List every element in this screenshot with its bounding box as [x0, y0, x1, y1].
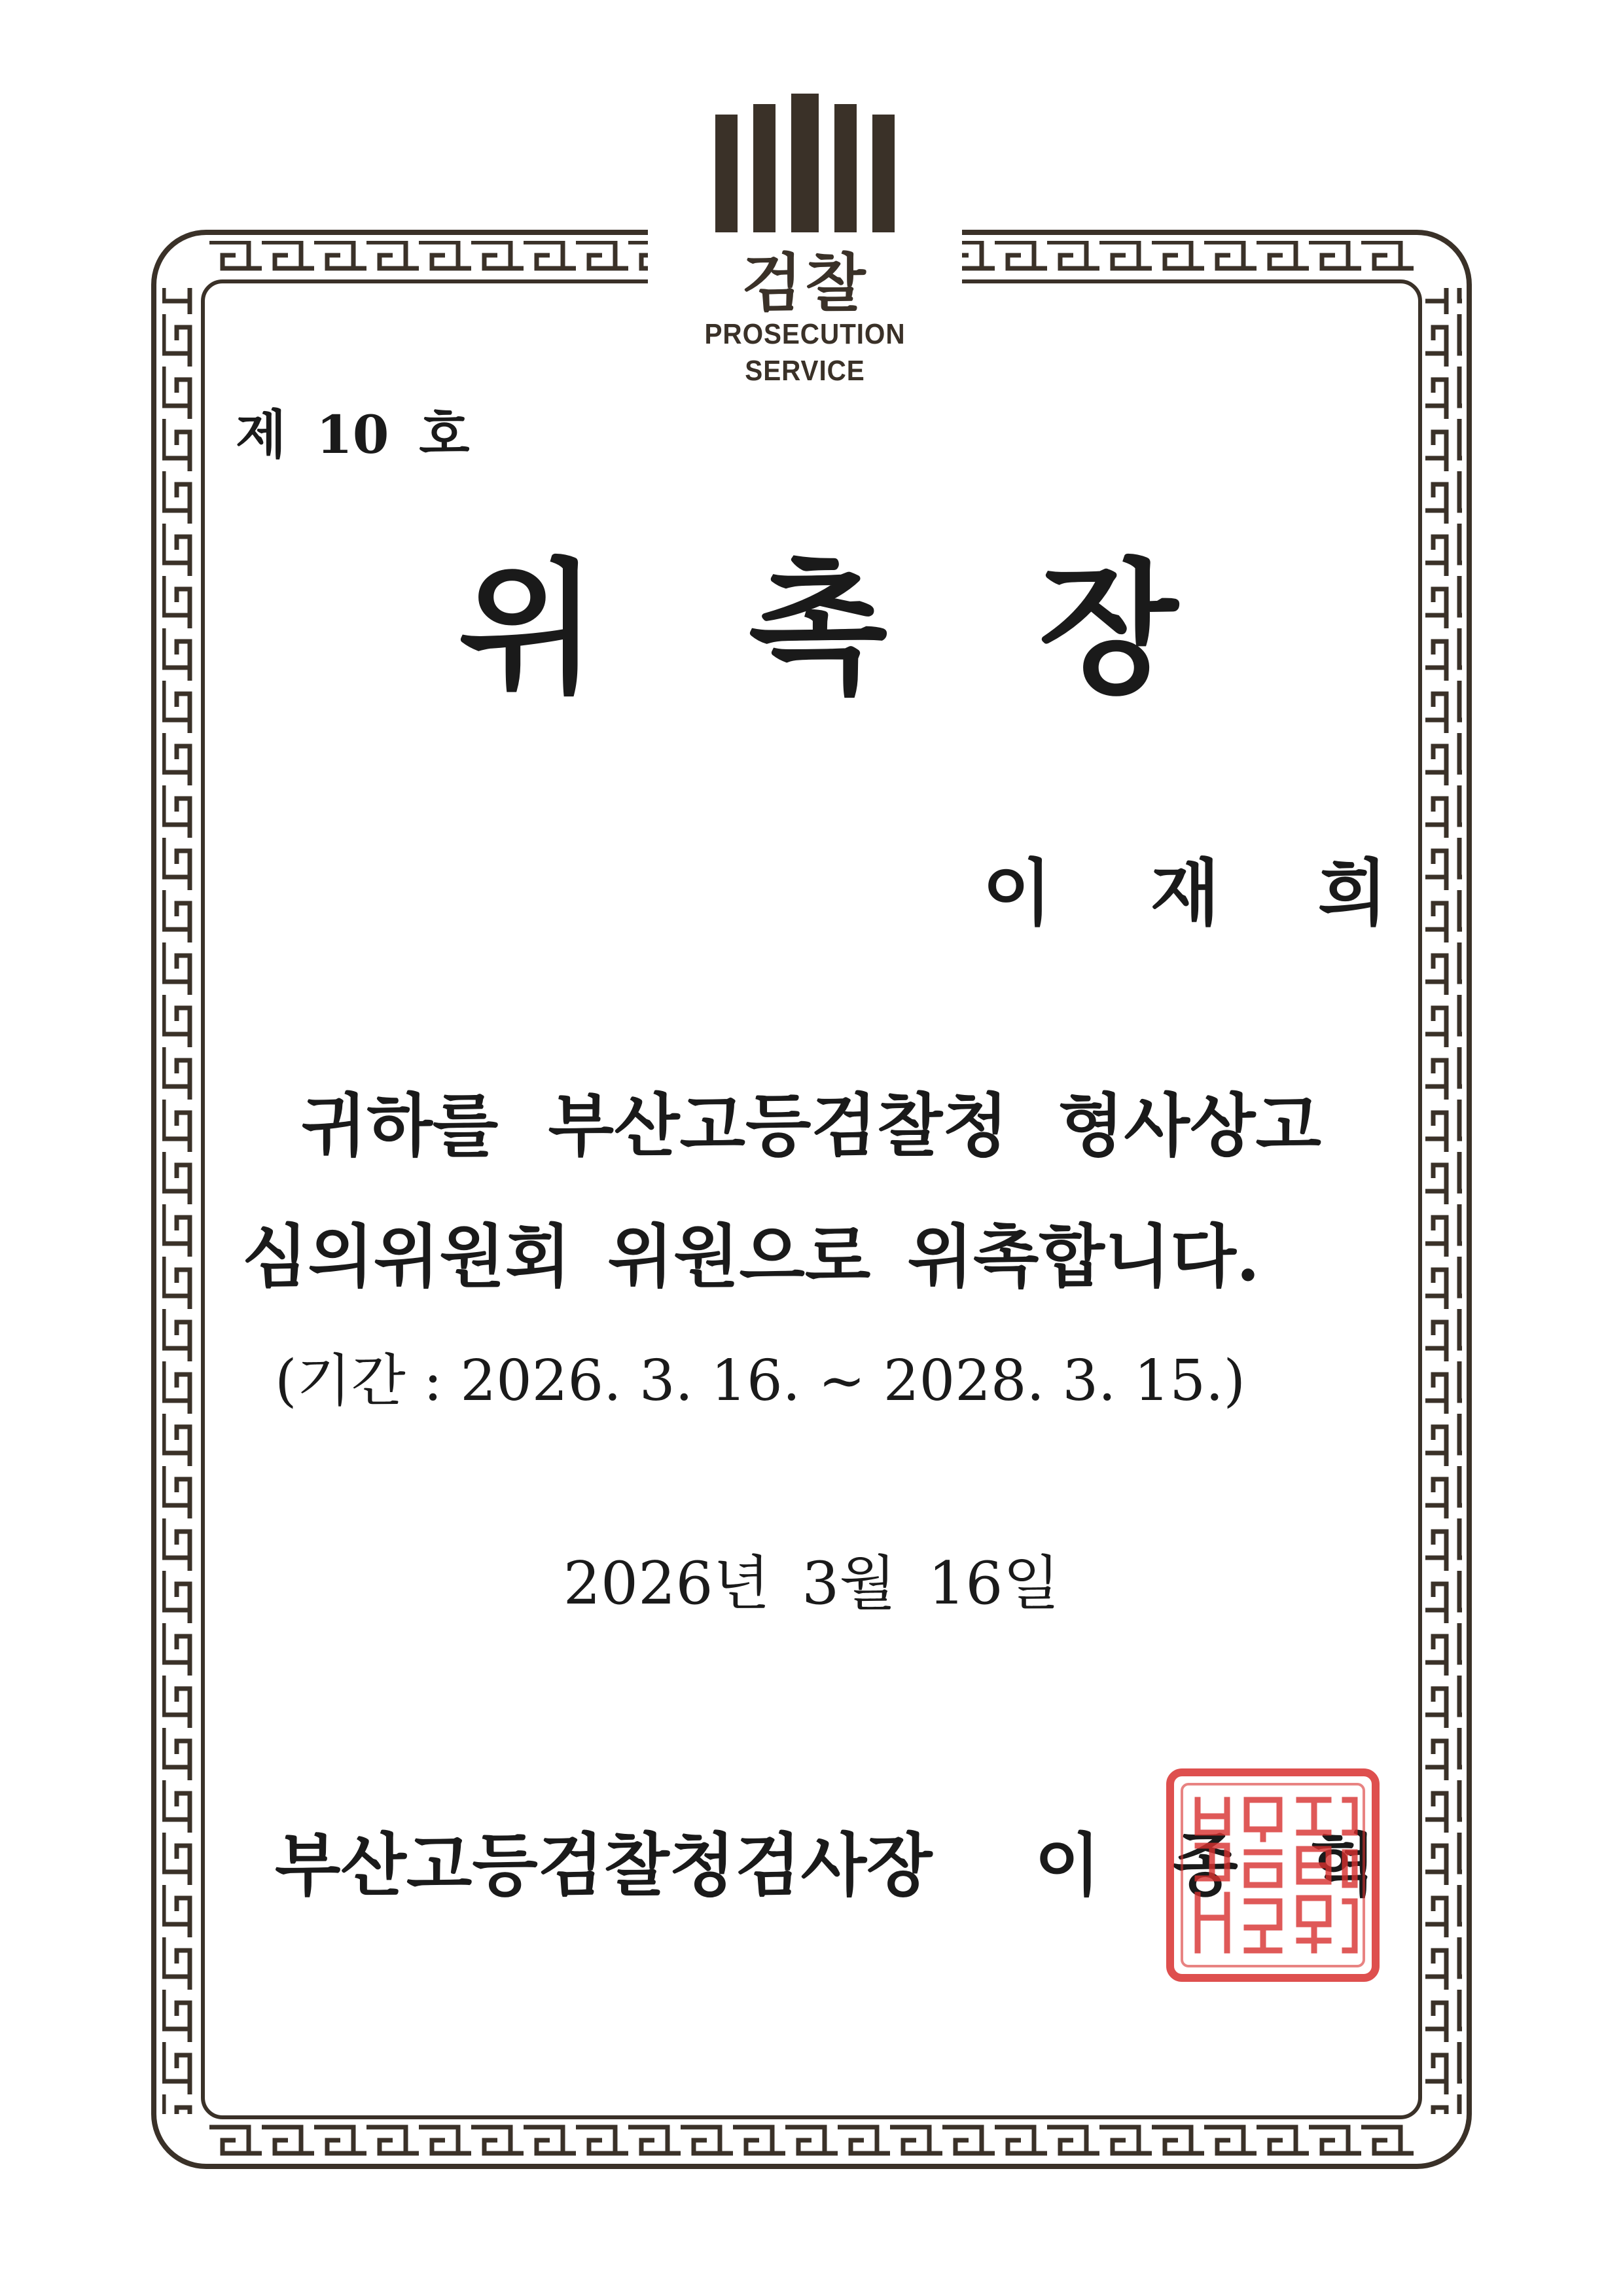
recipient-char: 희 [1317, 851, 1387, 935]
statement-line-1: 귀하를 부산고등검찰청 형사상고 [301, 1085, 1321, 1166]
recipient-name [982, 851, 1387, 936]
document-title [458, 543, 1178, 713]
prosecution-logo-icon [710, 88, 900, 239]
emblem-english-label: PROSECUTION SERVICE [704, 318, 906, 387]
statement-line-2: 심의위원회 위원으로 위촉합니다. [242, 1216, 1260, 1297]
issue-date: 2026년 3월 16일 [563, 1549, 1060, 1618]
emblem-hangul-label: 검찰 [741, 247, 868, 320]
issuer-name-char: 이 [1034, 1825, 1101, 1905]
appointment-period: (기간 : 2026. 3. 16. ~ 2028. 3. 15.) [275, 1348, 1246, 1414]
issuer-title: 부산고등검찰청검사장 [275, 1825, 933, 1905]
recipient-char: 이 [982, 851, 1052, 935]
title-char: 촉 [748, 543, 888, 713]
issuer-name-char: 혁 [1310, 1825, 1376, 1905]
issuer-name-char: 종 [1172, 1825, 1238, 1905]
appointment-statement [242, 1060, 1407, 1322]
prosecution-emblem [648, 88, 962, 389]
official-seal-stamp [1165, 1767, 1381, 1983]
title-char: 장 [1039, 543, 1178, 713]
recipient-char: 재 [1150, 851, 1220, 935]
document-number: 제 10 호 [236, 404, 470, 465]
title-char: 위 [458, 543, 597, 713]
